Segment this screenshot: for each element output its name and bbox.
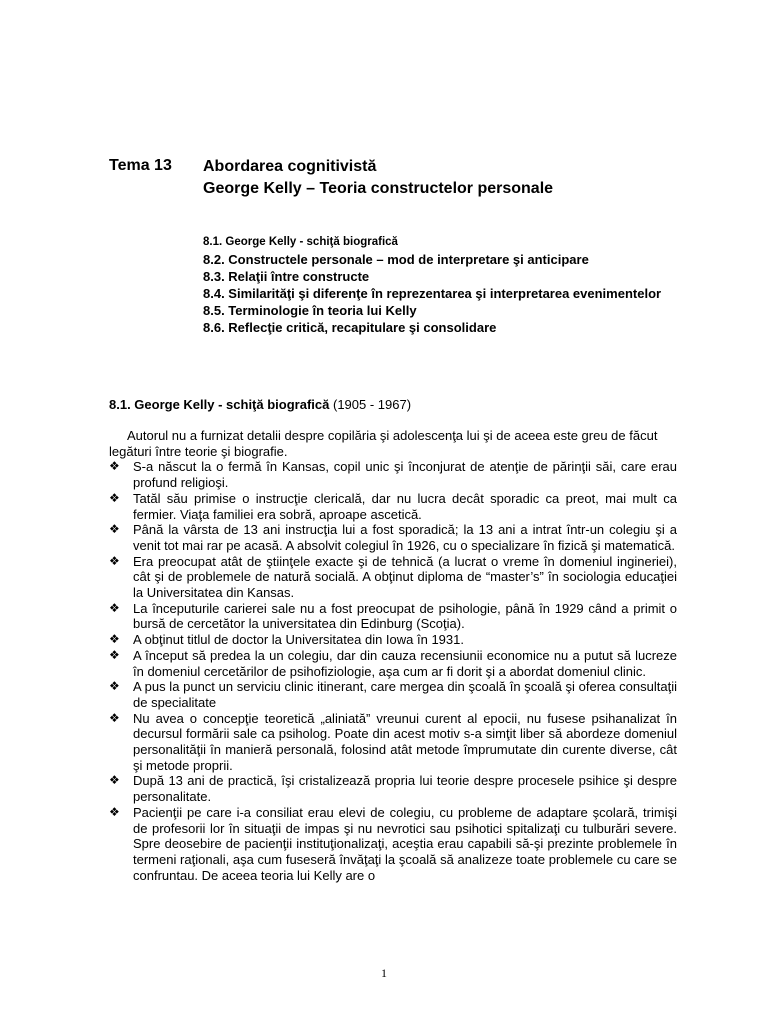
list-item-text: Nu avea o concepţie teoretică „aliniată” vreunui curent al epocii, nu fusese psihanalizat în decursul formării sale ca psiholog. Poate din acest motiv s-a simţit liber să abordeze domeniul personalităţii în manieră personală, folosind atât metode împrumutate din curente diverse, cât şi metode proprii.: [133, 710, 677, 773]
section-years: (1905 - 1967): [332, 397, 412, 412]
table-of-contents: [203, 234, 683, 336]
body-text: [109, 428, 677, 883]
diamond-bullet-icon: ❖: [109, 600, 120, 615]
biography-list: [109, 459, 677, 883]
diamond-bullet-icon: ❖: [109, 632, 120, 647]
list-item: [109, 632, 677, 648]
toc-item: 8.1. George Kelly - schiţă biografică: [203, 236, 398, 248]
list-item: [109, 711, 677, 774]
toc-item: 8.4. Similarităţi şi diferenţe în reprezentarea şi interpretarea evenimentelor: [203, 286, 662, 301]
diamond-bullet-icon: ❖: [109, 773, 120, 788]
intro-paragraph: Autorul nu a furnizat detalii despre copilăria şi adolescenţa lui şi de aceea este greu de făcut legături între teorie şi biografie.: [109, 428, 658, 459]
chapter-title: [203, 156, 553, 200]
list-item: [109, 522, 677, 553]
list-item-text: A început să predea la un colegiu, dar din cauza recensiunii economice nu a putut să lucreze în domeniul cercetărilor de psihofiziologie, aşa cum ar fi dorit şi a abordat domeniul clinic.: [133, 647, 677, 679]
list-item-text: Tatăl său primise o instrucţie clericală, dar nu lucra decât sporadic ca preot, mai mult ca fermier. Viaţa familiei era sobră, aproape ascetică.: [133, 490, 677, 522]
section-title: 8.1. George Kelly - schiţă biografică: [109, 397, 330, 412]
chapter-title-line-2: George Kelly – Teoria constructelor personale: [203, 180, 554, 197]
page-number: 1: [381, 966, 387, 980]
list-item-text: Până la vârsta de 13 ani instrucţia lui a fost sporadică; la 13 ani a intrat într-un colegiu şi a venit tot mai rar pe acasă. A absolvit colegiul în 1926, cu o specializare în fizică şi matematică.: [133, 522, 677, 553]
list-item: [109, 805, 677, 884]
section-heading: [109, 396, 411, 414]
list-item: [109, 601, 677, 632]
diamond-bullet-icon: ❖: [109, 804, 120, 819]
toc-item: 8.6. Reflecţie critică, recapitulare şi consolidare: [203, 320, 497, 335]
toc-item: 8.2. Constructele personale – mod de interpretare şi anticipare: [203, 252, 589, 267]
diamond-bullet-icon: ❖: [109, 647, 120, 662]
list-item: [109, 491, 677, 522]
toc-item: 8.3. Relaţii între constructe: [203, 269, 370, 284]
list-item-text: Era preocupat atât de ştiinţele exacte şi de tehnică (a lucrat o vreme în domeniul ingineriei), cât şi de problemele de natură socială. A obţinut diploma de “master’s” în sociologia educaţiei la Universitatea din Kansas.: [133, 553, 677, 601]
list-item-text: După 13 ani de practică, îşi cristalizează propria lui teorie despre procesele psihice şi despre personalitate.: [133, 773, 677, 805]
list-item-text: Pacienţii pe care i-a consiliat erau elevi de colegiu, cu probleme de adaptare şcolară, trimişi de profesorii lor în situaţii de impas şi nu nevrotici sau psihotici spitalizaţi cu tulburări severe. Spre deosebire de pacienţii instituţionalizaţi, aceştia erau capabili să-şi prezinte problemele în termeni raţionali, aşa cum fuseseră învăţaţi la şcoală să analizeze toate problemele cu care se confruntau. De aceea teoria lui Kelly are o: [133, 804, 677, 883]
diamond-bullet-icon: ❖: [109, 679, 120, 694]
list-item-text: La începuturile carierei sale nu a fost preocupat de psihologie, până în 1929 când a primit o bursă de cercetător la universitatea din Edinburg (Scoţia).: [133, 600, 677, 632]
list-item: [109, 773, 677, 804]
list-item-text: S-a născut la o fermă în Kansas, copil unic şi înconjurat de atenţie de părinţii săi, care erau profund religioşi.: [133, 459, 677, 491]
diamond-bullet-icon: ❖: [109, 710, 120, 725]
list-item: [109, 679, 677, 710]
chapter-title-line-1: Abordarea cognitivistă: [203, 158, 377, 175]
list-item: [109, 459, 677, 490]
diamond-bullet-icon: ❖: [109, 553, 120, 568]
tema-label: Tema 13: [109, 157, 172, 174]
toc-item: 8.5. Terminologie în teoria lui Kelly: [203, 303, 417, 318]
list-item-text: A obţinut titlul de doctor la Universitatea din Iowa în 1931.: [133, 632, 464, 648]
diamond-bullet-icon: ❖: [109, 522, 120, 537]
diamond-bullet-icon: ❖: [109, 459, 120, 474]
list-item: [109, 648, 677, 679]
list-item-text: A pus la punct un serviciu clinic itinerant, care mergea din şcoală în şcoală şi oferea consultaţii de specialitate: [133, 679, 677, 710]
list-item: [109, 554, 677, 601]
diamond-bullet-icon: ❖: [109, 490, 120, 505]
